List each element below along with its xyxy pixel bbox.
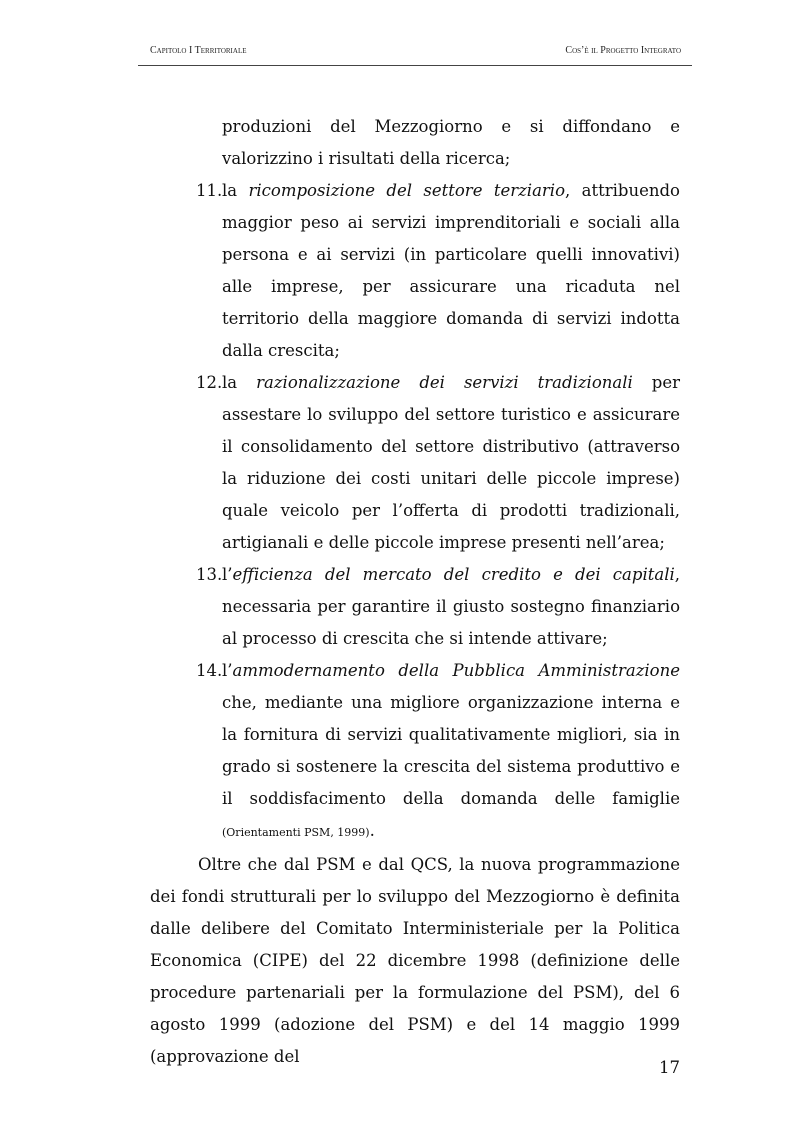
- list-item-text: che, mediante una migliore organizzazione interna e la fornitura di servizi qualitativamente migliori, sia in grado si sostenere la crescita del sistema produttivo e il soddisfacimento della domanda delle famiglie: [222, 693, 680, 808]
- list-item-text: , attribuendo maggior peso ai servizi imprenditoriali e sociali alla persona e ai servizi (in particolare quelli innovativi) alle imprese, per assicurare una ricaduta nel territorio della maggiore domanda di servizi indotta dalla crescita;: [222, 181, 680, 360]
- list-item: [150, 655, 680, 849]
- list-item-text: , necessaria per garantire il giusto sostegno finanziario al processo di crescita che si intende attivare;: [222, 565, 680, 648]
- list-item-number: 12.: [196, 373, 223, 392]
- list-item-end: .: [369, 821, 375, 840]
- list-item: [150, 175, 680, 367]
- list-item: [150, 559, 680, 655]
- list-item-number: 11.: [196, 181, 223, 200]
- list-item-prefix: la: [222, 373, 257, 392]
- list-item-emphasis: ricomposizione del settore terziario: [248, 181, 566, 200]
- list-item-emphasis: ammodernamento della Pubblica Amministrazione: [232, 661, 680, 680]
- list-item-prefix: l’: [222, 565, 233, 584]
- list-item: [150, 367, 680, 559]
- running-header-chapter: Capitolo I Territoriale: [150, 45, 247, 56]
- list-item-number: 13.: [196, 565, 223, 584]
- list-item-text: per assestare lo sviluppo del settore turistico e assicurare il consolidamento del settore distributivo (attraverso la riduzione dei costi unitari delle piccole imprese) quale veicolo per l’offerta di prodotti tradizionali, artigianali e delle piccole imprese presenti nell’area;: [222, 373, 680, 552]
- page-number: 17: [659, 1058, 680, 1077]
- list-item-number: 14.: [196, 661, 223, 680]
- list-item-prefix: l’: [222, 661, 233, 680]
- citation: (Orientamenti PSM, 1999): [222, 826, 370, 839]
- list-item-emphasis: efficienza del mercato del credito e dei capitali: [232, 565, 675, 584]
- running-header-section: Cos’è il Progetto Integrato: [565, 45, 681, 56]
- header-rule: [138, 65, 692, 66]
- list-continuation: produzioni del Mezzogiorno e si diffondano e valorizzino i risultati della ricerca;: [222, 117, 680, 168]
- list-item-emphasis: razionalizzazione dei servizi tradizionali: [256, 373, 633, 392]
- list-item-prefix: la: [222, 181, 249, 200]
- body-paragraph: Oltre che dal PSM e dal QCS, la nuova programmazione dei fondi strutturali per lo sviluppo del Mezzogiorno è definita dalle delibere del Comitato Interministeriale per la Politica Economica (CIPE) del 22 dicembre 1998 (definizione delle procedure partenariali per la formulazione del PSM), del 6 agosto 1999 (adozione del PSM) e del 14 maggio 1999 (approvazione del: [150, 855, 680, 1066]
- body-text: [150, 111, 680, 1073]
